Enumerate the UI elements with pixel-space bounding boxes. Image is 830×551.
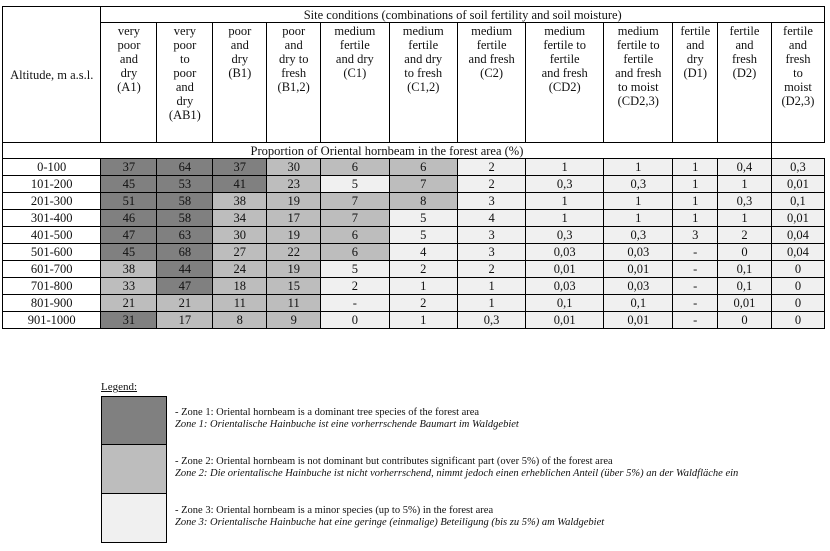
table-row (3, 295, 825, 312)
column-header-line: dry to (278, 52, 309, 66)
legend-text (167, 396, 519, 445)
value-cell: 53 (157, 176, 213, 193)
value-cell: 0,3 (771, 159, 824, 176)
value-cell: - (673, 312, 718, 329)
column-header-line: fertile (680, 24, 711, 38)
value-cell: 1 (673, 210, 718, 227)
column-header (389, 23, 457, 143)
altitude-cell: 201-300 (3, 193, 101, 210)
column-header-line: poor (117, 38, 141, 52)
table-row (3, 176, 825, 193)
altitude-cell: 401-500 (3, 227, 101, 244)
value-cell: 0,01 (771, 176, 824, 193)
column-header-line: to moist (617, 80, 659, 94)
value-cell: 0,4 (718, 159, 772, 176)
table-row (3, 244, 825, 261)
value-cell: 19 (267, 193, 321, 210)
column-header (213, 23, 267, 143)
column-header-line: and dry (404, 52, 443, 66)
value-cell: 0 (718, 312, 772, 329)
column-header-line: very (173, 24, 196, 38)
value-cell: 0,04 (771, 227, 824, 244)
value-cell: 0 (771, 278, 824, 295)
value-cell: 37 (213, 159, 267, 176)
column-header-line: (D1) (683, 66, 708, 80)
value-cell: 6 (321, 159, 389, 176)
value-cell: 38 (101, 261, 157, 278)
value-cell: 0,3 (604, 176, 673, 193)
column-header-line: to (180, 52, 190, 66)
value-cell: 46 (101, 210, 157, 227)
value-cell: 58 (157, 210, 213, 227)
column-header-line: (B1,2) (277, 80, 310, 94)
column-header-line: fertile to (616, 38, 660, 52)
column-header-line: and fresh (541, 66, 588, 80)
column-header-line: fertile (729, 24, 760, 38)
value-cell: 0,01 (526, 261, 604, 278)
column-header-line: (D2,3) (781, 94, 815, 108)
column-header (157, 23, 213, 143)
value-cell: 1 (673, 176, 718, 193)
table-row (3, 312, 825, 329)
value-cell: 23 (267, 176, 321, 193)
column-header-line: dry (176, 94, 194, 108)
value-cell: 0,03 (526, 244, 604, 261)
value-cell: 1 (526, 159, 604, 176)
value-cell: 0,3 (604, 227, 673, 244)
value-cell: 31 (101, 312, 157, 329)
value-cell: 0,3 (457, 312, 525, 329)
column-header-line: and fresh (615, 66, 662, 80)
value-cell: 21 (101, 295, 157, 312)
value-cell: 0,01 (526, 312, 604, 329)
column-header-line: (CD2,3) (617, 94, 659, 108)
value-cell: 0,3 (718, 193, 772, 210)
value-cell: 19 (267, 261, 321, 278)
column-header (771, 23, 824, 143)
value-cell: 5 (321, 261, 389, 278)
legend-title: Legend: (101, 381, 138, 393)
table-row (3, 278, 825, 295)
value-cell: 7 (321, 193, 389, 210)
value-cell: 44 (157, 261, 213, 278)
column-header-line: and (119, 52, 138, 66)
site-conditions-header: Site conditions (combinations of soil fertility and soil moisture) (101, 7, 825, 23)
table-row (3, 227, 825, 244)
column-header-line: very (117, 24, 141, 38)
column-header-line: and (175, 80, 194, 94)
value-cell: 1 (389, 278, 457, 295)
value-cell: 7 (321, 210, 389, 227)
value-cell: 68 (157, 244, 213, 261)
value-cell: 2 (457, 176, 525, 193)
table-row (3, 261, 825, 278)
value-cell: 0,3 (526, 176, 604, 193)
value-cell: 27 (213, 244, 267, 261)
column-header-line: poor (282, 24, 306, 38)
value-cell: 0,01 (604, 261, 673, 278)
value-cell: 63 (157, 227, 213, 244)
column-header-line: to fresh (404, 66, 443, 80)
table-row (3, 159, 825, 176)
column-header-line: and (735, 38, 754, 52)
legend-text-de: Zone 1: Orientalische Hainbuche ist eine vorherrschende Baumart im Waldgebiet (175, 419, 519, 430)
proportion-header: Proportion of Oriental hornbeam in the forest area (%) (3, 143, 772, 159)
legend-text (167, 445, 738, 494)
legend-text-en: - Zone 2: Oriental hornbeam is not dominant but contributes significant part (over 5%) of the forest area (175, 456, 613, 467)
column-header-line: (D2) (732, 66, 757, 80)
value-cell: 0,03 (526, 278, 604, 295)
value-cell: 30 (213, 227, 267, 244)
column-header-line: fresh (281, 66, 307, 80)
altitude-cell: 901-1000 (3, 312, 101, 329)
altitude-cell: 501-600 (3, 244, 101, 261)
value-cell: 0,03 (604, 278, 673, 295)
value-cell: - (321, 295, 389, 312)
column-header-line: fresh (731, 52, 757, 66)
altitude-cell: 801-900 (3, 295, 101, 312)
legend-text-en: - Zone 3: Oriental hornbeam is a minor species (up to 5%) in the forest area (175, 505, 494, 516)
value-cell: - (673, 295, 718, 312)
column-header-line: dry (120, 66, 138, 80)
value-cell: 30 (267, 159, 321, 176)
column-header-line: medium (334, 24, 376, 38)
column-header-line: poor (173, 38, 197, 52)
value-cell: 2 (389, 261, 457, 278)
value-cell: 6 (389, 159, 457, 176)
value-cell: 0,01 (604, 312, 673, 329)
value-cell: 0,3 (526, 227, 604, 244)
column-header-line: and (230, 38, 249, 52)
column-header-line: dry (231, 52, 249, 66)
value-cell: 4 (389, 244, 457, 261)
legend-text (167, 494, 604, 543)
value-cell: 37 (101, 159, 157, 176)
column-header-line: fertile (408, 38, 439, 52)
table-row (3, 210, 825, 227)
value-cell: 6 (321, 227, 389, 244)
value-cell: 33 (101, 278, 157, 295)
value-cell: - (673, 278, 718, 295)
value-cell: 0 (771, 312, 824, 329)
column-header-line: and (284, 38, 303, 52)
column-header-line: (C2) (480, 66, 504, 80)
value-cell: 11 (267, 295, 321, 312)
legend-row (101, 445, 801, 494)
value-cell: 64 (157, 159, 213, 176)
column-header-line: (AB1) (168, 108, 201, 122)
value-cell: 17 (157, 312, 213, 329)
value-cell: 22 (267, 244, 321, 261)
value-cell: 2 (321, 278, 389, 295)
value-cell: 1 (457, 278, 525, 295)
value-cell: 7 (389, 176, 457, 193)
legend-swatch (101, 445, 167, 494)
value-cell: 1 (673, 159, 718, 176)
column-header-line: (C1) (343, 66, 367, 80)
altitude-cell: 601-700 (3, 261, 101, 278)
value-cell: 0,03 (604, 244, 673, 261)
value-cell: 0,1 (718, 261, 772, 278)
value-cell: 1 (389, 312, 457, 329)
value-cell: 4 (457, 210, 525, 227)
altitude-cell: 101-200 (3, 176, 101, 193)
column-header-line: medium (471, 24, 513, 38)
column-header-line: fertile (549, 52, 580, 66)
value-cell: 0 (771, 295, 824, 312)
column-header-line: poor (228, 24, 252, 38)
altitude-cell: 301-400 (3, 210, 101, 227)
value-cell: 0,1 (718, 278, 772, 295)
value-cell: 0 (718, 244, 772, 261)
value-cell: 19 (267, 227, 321, 244)
column-header (718, 23, 772, 143)
value-cell: 0,01 (771, 210, 824, 227)
value-cell: 1 (604, 193, 673, 210)
value-cell: 2 (457, 159, 525, 176)
legend-text-en: - Zone 1: Oriental hornbeam is a dominant tree species of the forest area (175, 407, 480, 418)
value-cell: 0,04 (771, 244, 824, 261)
value-cell: - (673, 244, 718, 261)
value-cell: 17 (267, 210, 321, 227)
value-cell: 21 (157, 295, 213, 312)
value-cell: 38 (213, 193, 267, 210)
value-cell: 6 (321, 244, 389, 261)
legend-row (101, 494, 801, 543)
legend-text-de: Zone 2: Die orientalische Hainbuche ist nicht vorherrschend, nimmt jedoch einen erheblichen Anteil (über 5%) an der Waldfläche ein (175, 468, 739, 479)
column-header-line: fertile (623, 52, 654, 66)
legend-row (101, 396, 801, 445)
column-header (321, 23, 389, 143)
column-header-line: and fresh (468, 52, 515, 66)
value-cell: 51 (101, 193, 157, 210)
value-cell: 2 (718, 227, 772, 244)
value-cell: 41 (213, 176, 267, 193)
value-cell: 1 (526, 210, 604, 227)
value-cell: 1 (604, 210, 673, 227)
column-header-line: and (686, 38, 705, 52)
value-cell: 3 (457, 244, 525, 261)
legend-swatch (101, 494, 167, 543)
column-header-line: fertile (476, 38, 507, 52)
column-header-line: medium (617, 24, 659, 38)
column-header-line: fertile (783, 24, 813, 38)
legend (101, 396, 801, 543)
value-cell: 1 (604, 159, 673, 176)
value-cell: 2 (389, 295, 457, 312)
table-row (3, 193, 825, 210)
value-cell: 11 (213, 295, 267, 312)
column-header (101, 23, 157, 143)
value-cell: 18 (213, 278, 267, 295)
column-header-line: fertile to (543, 38, 587, 52)
value-cell: 1 (673, 193, 718, 210)
value-cell: 2 (457, 261, 525, 278)
column-header-line: fertile (339, 38, 370, 52)
value-cell: 1 (718, 210, 772, 227)
column-header-line: (A1) (117, 80, 141, 94)
column-header-line: medium (402, 24, 444, 38)
value-cell: 15 (267, 278, 321, 295)
column-header (457, 23, 525, 143)
value-cell: 45 (101, 244, 157, 261)
column-header-line: medium (544, 24, 586, 38)
column-header-line: and dry (335, 52, 374, 66)
column-header-line: (CD2) (548, 80, 581, 94)
value-cell: 0 (771, 261, 824, 278)
column-header-line: moist (784, 80, 812, 94)
column-header-line: (B1) (228, 66, 252, 80)
value-cell: 1 (718, 176, 772, 193)
value-cell: 8 (213, 312, 267, 329)
altitude-cell: 701-800 (3, 278, 101, 295)
legend-swatch (101, 396, 167, 445)
value-cell: 9 (267, 312, 321, 329)
value-cell: 47 (101, 227, 157, 244)
legend-text-de: Zone 3: Orientalische Hainbuche hat eine geringe (einmalige) Beteiligung (bis zu 5%) am Waldgebiet (175, 517, 605, 528)
column-header (267, 23, 321, 143)
hornbeam-proportion-table (2, 6, 825, 329)
column-header-line: to (793, 66, 803, 80)
value-cell: 0,01 (718, 295, 772, 312)
column-header (526, 23, 604, 143)
value-cell: 0,1 (771, 193, 824, 210)
column-header-line: fresh (785, 52, 811, 66)
column-header-line: and (788, 38, 807, 52)
value-cell: 8 (389, 193, 457, 210)
column-header (604, 23, 673, 143)
value-cell: 1 (526, 193, 604, 210)
value-cell: 1 (457, 295, 525, 312)
value-cell: 5 (389, 210, 457, 227)
value-cell: 3 (457, 193, 525, 210)
value-cell: 5 (389, 227, 457, 244)
value-cell: - (673, 261, 718, 278)
value-cell: 3 (457, 227, 525, 244)
column-header-line: dry (686, 52, 704, 66)
column-header-line: (C1,2) (407, 80, 440, 94)
value-cell: 47 (157, 278, 213, 295)
column-header-line: poor (173, 66, 197, 80)
altitude-header: Altitude, m a.s.l. (3, 7, 101, 143)
altitude-cell: 0-100 (3, 159, 101, 176)
value-cell: 5 (321, 176, 389, 193)
value-cell: 3 (673, 227, 718, 244)
value-cell: 34 (213, 210, 267, 227)
value-cell: 0,1 (604, 295, 673, 312)
value-cell: 0 (321, 312, 389, 329)
column-header (673, 23, 718, 143)
value-cell: 45 (101, 176, 157, 193)
value-cell: 24 (213, 261, 267, 278)
value-cell: 58 (157, 193, 213, 210)
value-cell: 0,1 (526, 295, 604, 312)
